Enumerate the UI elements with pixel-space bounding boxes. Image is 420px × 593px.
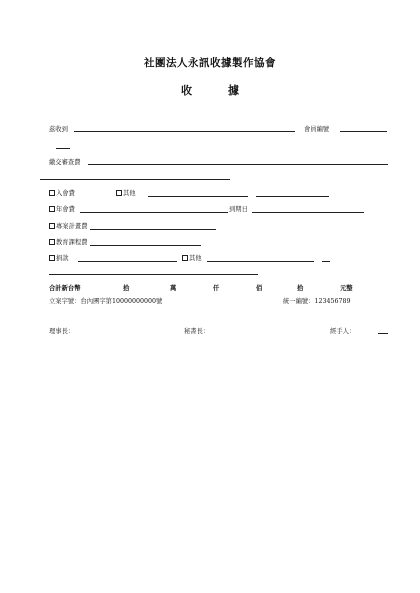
document-subtitle-1: 收 [181, 84, 193, 97]
checkbox-icon[interactable] [116, 190, 122, 196]
member-number-line[interactable] [340, 131, 387, 132]
checkbox-icon[interactable] [49, 255, 55, 261]
tax-id: 統一編號：123456789 [283, 298, 351, 305]
option-other-1[interactable]: 其他 [116, 188, 136, 197]
amount-unit-ten-thousand: 萬 [170, 285, 177, 292]
payer-line[interactable] [74, 131, 295, 132]
payer-label: 茲收到 [49, 126, 68, 133]
amount-unit-yuan: 元整 [340, 285, 353, 292]
amount-unit-hundred: 佰 [256, 285, 263, 292]
course-fee-line[interactable] [90, 245, 201, 246]
payment-line[interactable] [88, 164, 388, 165]
option-donation[interactable]: 捐款 [49, 253, 69, 262]
handler-signature-line[interactable] [378, 333, 388, 334]
document-title: 社團法人永訊收據製作協會 [144, 57, 276, 69]
amount-unit-ten-thousands-tens: 拾 [123, 285, 130, 292]
member-number-line-cont [56, 148, 70, 149]
amount-unit-thousand: 仟 [213, 285, 220, 292]
expiry-label: 到期日 [229, 206, 248, 213]
amount-unit-ten: 拾 [297, 285, 304, 292]
option-annual-fee[interactable]: 年會費 [49, 204, 75, 213]
option-other-2[interactable]: 其他 [182, 253, 202, 262]
member-number-label: 會員編號 [304, 126, 330, 133]
other-2-line-2 [322, 261, 330, 262]
other-1-line-2 [256, 196, 329, 197]
project-fee-line[interactable] [90, 229, 216, 230]
other-1-line[interactable] [148, 196, 248, 197]
payment-label: 繳交審查費 [49, 159, 81, 166]
registration-number: 立案字號：台內團字第10000000000號 [49, 298, 163, 305]
other-2-line[interactable] [207, 261, 314, 262]
checkbox-icon[interactable] [49, 190, 55, 196]
checkbox-icon[interactable] [49, 206, 55, 212]
checkbox-icon[interactable] [49, 223, 55, 229]
checkbox-icon[interactable] [49, 239, 55, 245]
checkbox-icon[interactable] [182, 255, 188, 261]
option-project-fee[interactable]: 專案計畫費 [49, 221, 87, 230]
option-course-fee[interactable]: 教育課程費 [49, 237, 87, 246]
option-entry-fee[interactable]: 入會費 [49, 188, 75, 197]
director-signature-label: 理事長： [49, 328, 75, 335]
donation-line[interactable] [78, 261, 177, 262]
options-bottom-line [49, 274, 258, 275]
secretary-signature-label: 秘書長： [184, 328, 210, 335]
document-subtitle-2: 據 [228, 84, 240, 97]
amount-label: 合計新台幣 [49, 285, 81, 292]
annual-fee-line[interactable] [80, 212, 228, 213]
payment-line-cont [40, 179, 230, 180]
handler-signature-label: 經手人： [330, 328, 356, 335]
expiry-line[interactable] [252, 212, 364, 213]
